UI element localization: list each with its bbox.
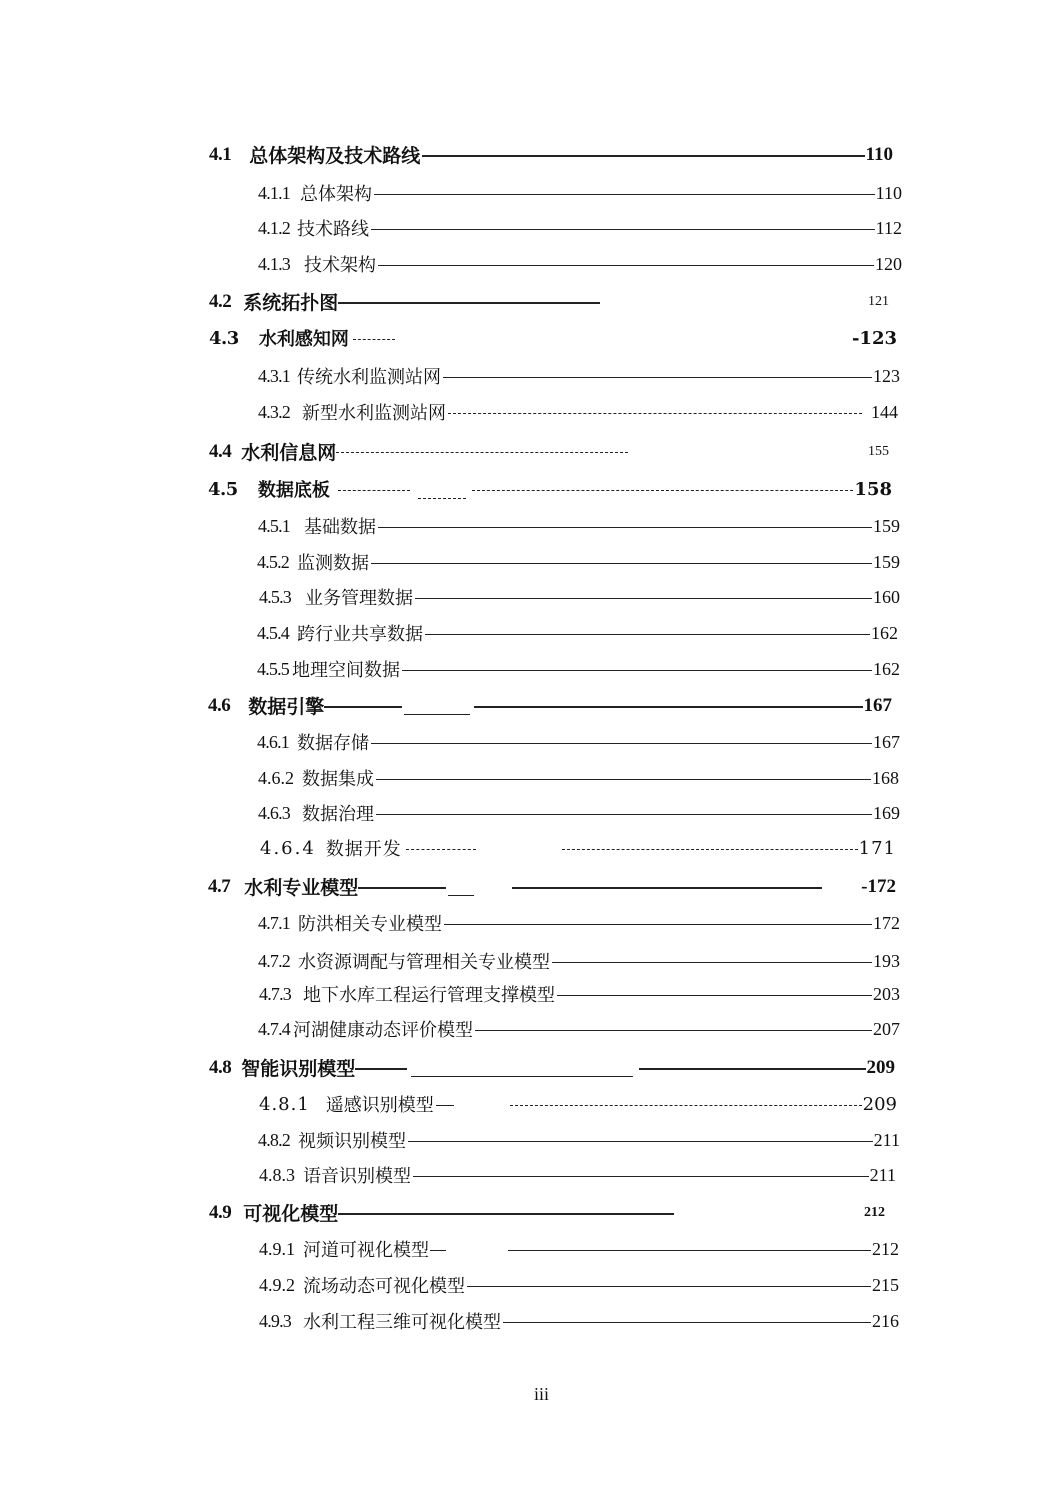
page-number: 120: [875, 253, 902, 274]
section-number: 4.7: [208, 875, 231, 897]
dot-leader: [406, 849, 476, 850]
section-number: 4.8.2: [258, 1129, 291, 1150]
section-title: 语音识别模型: [303, 1166, 411, 1186]
section-number: 4.3: [209, 327, 239, 349]
dot-leader: [503, 1322, 871, 1323]
section-title: 河道可视化模型: [303, 1240, 429, 1260]
section-number: 4.4: [209, 440, 232, 462]
dot-leader: [413, 1176, 869, 1177]
section-number: 4.5.5: [257, 658, 290, 679]
dot-leader: [557, 995, 872, 996]
section-title: 总体架构及技术路线: [249, 146, 421, 167]
toc-entry[interactable]: [258, 948, 900, 974]
toc-entry[interactable]: [209, 325, 897, 351]
page-number: 212: [864, 1204, 885, 1220]
toc-entry[interactable]: [208, 476, 892, 502]
dot-leader: [512, 887, 822, 889]
dot-leader: [402, 670, 872, 671]
section-number: 4.1.1: [258, 182, 291, 203]
section-title: 新型水利监测站网: [302, 403, 447, 423]
toc-entry[interactable]: [258, 765, 899, 791]
dot-leader: [436, 1105, 454, 1106]
section-title: 技术架构: [304, 255, 377, 275]
page-number: 160: [873, 586, 900, 607]
section-number: 4.5.3: [259, 586, 292, 607]
toc-entry[interactable]: [259, 1091, 897, 1117]
page-number: 144: [871, 401, 898, 422]
page-number: 159: [873, 551, 900, 572]
dot-leader: [371, 743, 872, 744]
toc-entry[interactable]: [258, 399, 898, 425]
page-number: -123: [851, 327, 897, 349]
dot-leader: [324, 706, 402, 708]
dot-leader-underline: [448, 895, 474, 896]
section-number: 4.3.1: [258, 365, 291, 386]
toc-entry[interactable]: [258, 910, 900, 936]
page-number: 169: [873, 802, 900, 823]
section-title: 水资源调配与管理相关专业模型: [298, 952, 551, 972]
dot-leader: [474, 706, 862, 708]
page-number: 110: [865, 143, 893, 165]
dot-leader: [378, 527, 872, 528]
section-number: 4.7.3: [259, 983, 292, 1004]
section-number: 4.7.2: [258, 950, 291, 971]
toc-entry[interactable]: [257, 549, 900, 575]
page-number: -172: [861, 875, 896, 897]
dot-leader: [443, 377, 872, 378]
dot-leader: [510, 1105, 862, 1106]
section-number: 4.5.4: [257, 622, 290, 643]
page-number: 159: [873, 515, 900, 536]
section-number: 4.5.2: [257, 551, 290, 572]
page-number: 167: [873, 731, 900, 752]
toc-entry[interactable]: [258, 1127, 900, 1153]
toc-entry[interactable]: [208, 692, 892, 719]
section-title: 河湖健康动态评价模型: [293, 1020, 474, 1040]
page-number: 193: [873, 950, 900, 971]
section-title: 水利专业模型: [244, 878, 359, 899]
section-number: 4.6: [208, 694, 231, 716]
page-number: 207: [873, 1018, 900, 1039]
dot-leader: [378, 265, 874, 266]
section-title: 业务管理数据: [305, 588, 414, 608]
dot-leader: [358, 887, 446, 889]
dot-leader: [508, 1250, 871, 1251]
toc-entry[interactable]: [209, 1199, 885, 1226]
toc-entry[interactable]: [260, 835, 896, 861]
section-number: 4.1: [209, 143, 232, 165]
toc-entry[interactable]: [258, 180, 902, 206]
toc-entry[interactable]: [258, 215, 902, 241]
toc-entry[interactable]: [258, 363, 900, 389]
page-number: 209: [862, 1093, 897, 1115]
dot-leader: [448, 413, 862, 414]
dot-leader: [353, 339, 395, 340]
section-title: 系统拓扑图: [243, 293, 339, 314]
toc-entry[interactable]: [209, 1054, 895, 1081]
section-number: 4.1.3: [258, 253, 291, 274]
section-title: 数据底板: [257, 480, 330, 501]
toc-entry[interactable]: [258, 800, 900, 826]
page-number: 158: [854, 478, 892, 500]
section-title: 基础数据: [304, 517, 377, 537]
page-number: 212: [872, 1238, 899, 1259]
section-title: 数据开发: [325, 839, 402, 860]
section-number: 4.5: [208, 478, 238, 500]
toc-entry[interactable]: [258, 513, 900, 539]
dot-leader: [562, 849, 858, 850]
dot-leader: [467, 1286, 871, 1287]
page-footer-number: iii: [533, 1384, 549, 1404]
page-number: 203: [873, 983, 900, 1004]
dot-leader: [371, 229, 875, 230]
toc-entry[interactable]: [257, 656, 900, 682]
section-title: 数据集成: [302, 769, 374, 789]
toc-entry[interactable]: [257, 620, 898, 646]
toc-entry[interactable]: [209, 438, 889, 465]
page-number: 162: [873, 658, 900, 679]
toc-entry[interactable]: [259, 981, 900, 1007]
dot-leader: [422, 155, 864, 157]
dot-leader: [338, 302, 600, 304]
page-number: 172: [873, 912, 900, 933]
section-title: 水利工程三维可视化模型: [303, 1312, 502, 1332]
page-number: 211: [873, 1129, 900, 1150]
page-number: 215: [872, 1274, 899, 1295]
page-number: 123: [873, 365, 900, 386]
dot-leader-underline: [418, 498, 466, 499]
section-title: 数据治理: [302, 804, 375, 824]
dot-leader: [475, 1030, 872, 1031]
section-number: 4.9.1: [259, 1238, 295, 1259]
dot-leader-underline: [404, 714, 470, 715]
page-number: 168: [872, 767, 899, 788]
dot-leader: [472, 490, 854, 491]
section-number: 4.7.4: [258, 1018, 291, 1039]
section-title: 防洪相关专业模型: [298, 914, 443, 934]
section-title: 地下水库工程运行管理支撑模型: [303, 985, 556, 1005]
section-title: 智能识别模型: [241, 1059, 356, 1080]
toc-entry[interactable]: [209, 141, 893, 168]
section-number: 4.6.4: [260, 837, 316, 859]
section-number: 4.6.2: [258, 767, 294, 788]
section-number: 4.1.2: [258, 217, 291, 238]
page-number: 121: [868, 293, 889, 309]
toc-entry[interactable]: [258, 1016, 900, 1042]
section-number: 4.3.2: [258, 401, 291, 422]
section-number: 4.6.1: [257, 731, 290, 752]
dot-leader: [444, 924, 872, 925]
dot-leader: [338, 490, 410, 491]
section-number: 4.9.3: [259, 1310, 292, 1331]
dot-leader: [639, 1068, 865, 1070]
page-number: 216: [872, 1310, 899, 1331]
page-number: 209: [866, 1056, 895, 1078]
page-number: 155: [868, 443, 889, 459]
page-number: 112: [875, 217, 902, 238]
toc-entry[interactable]: [259, 1272, 899, 1298]
dot-leader: [408, 1141, 873, 1142]
dot-leader: [376, 814, 872, 815]
section-title: 数据引擎: [248, 697, 325, 718]
section-number: 4.6.3: [258, 802, 291, 823]
toc-entry[interactable]: [208, 873, 896, 900]
section-number: 4.8.1: [259, 1093, 310, 1115]
section-title: 传统水利监测站网: [297, 367, 442, 387]
section-title: 跨行业共享数据: [297, 624, 424, 644]
toc-entry[interactable]: [259, 1162, 896, 1188]
dot-leader: [376, 779, 871, 780]
section-number: 4.2: [209, 290, 232, 312]
section-title: 地理空间数据: [292, 660, 401, 680]
dot-leader: [430, 1250, 446, 1251]
section-number: 4.8.3: [259, 1164, 295, 1185]
toc-entry[interactable]: [209, 288, 889, 315]
toc-entry[interactable]: [259, 1308, 899, 1334]
dot-leader: [552, 962, 872, 963]
section-title: 总体架构: [300, 184, 373, 204]
section-title: 监测数据: [297, 553, 370, 573]
dot-leader: [415, 598, 872, 599]
section-title: 流场动态可视化模型: [303, 1276, 465, 1296]
dot-leader: [336, 452, 628, 453]
dot-leader: [355, 1068, 407, 1070]
section-title: 水利感知网: [258, 329, 349, 350]
section-title: 水利信息网: [241, 443, 337, 464]
section-number: 4.5.1: [258, 515, 291, 536]
section-number: 4.9: [209, 1201, 232, 1223]
section-number: 4.7.1: [258, 912, 291, 933]
toc-entry[interactable]: [257, 729, 900, 755]
section-title: 可视化模型: [243, 1204, 339, 1225]
page-number: 211: [869, 1164, 896, 1185]
dot-leader: [338, 1213, 674, 1215]
section-title: 视频识别模型: [298, 1131, 407, 1151]
toc-entry[interactable]: [259, 1236, 899, 1262]
section-title: 遥感识别模型: [325, 1095, 434, 1116]
section-number: 4.8: [209, 1056, 232, 1078]
section-title: 技术路线: [297, 219, 370, 239]
toc-entry[interactable]: [258, 251, 902, 277]
dot-leader-underline: [411, 1076, 633, 1077]
dot-leader: [425, 634, 870, 635]
toc-entry[interactable]: [259, 584, 900, 610]
page-number: 162: [871, 622, 898, 643]
page-number: 167: [863, 694, 892, 716]
section-title: 数据存储: [297, 733, 370, 753]
dot-leader: [371, 563, 872, 564]
section-number: 4.9.2: [259, 1274, 295, 1295]
dot-leader: [374, 194, 875, 195]
page-number: 110: [875, 182, 902, 203]
page-number: 171: [858, 837, 896, 859]
